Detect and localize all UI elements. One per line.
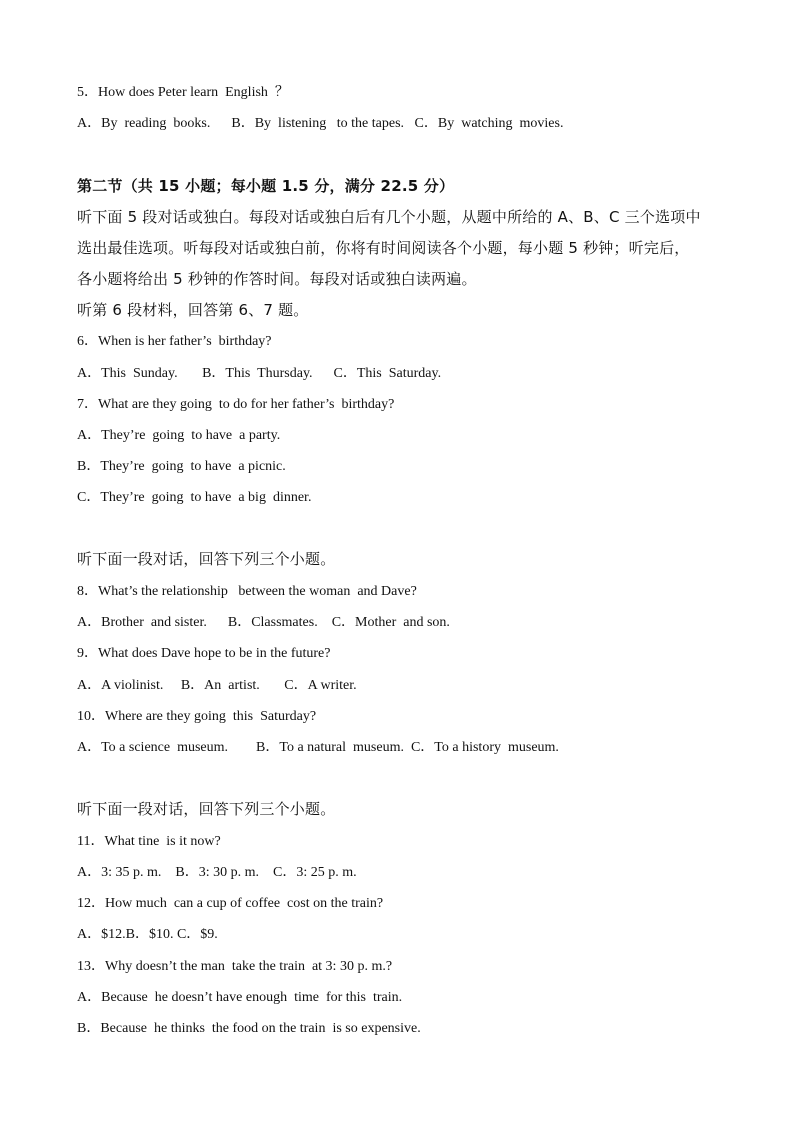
question-6-options: A．This Sunday. B．This Thursday. C．This Saturday.	[77, 366, 442, 381]
question-13: 13．Why doesn’t the man take the train at 3: 30 p. m.?	[77, 959, 393, 974]
passage-6-intro: 听第 6 段材料，回答第 6、7 题。	[77, 301, 309, 319]
instructions-line-1: 听下面 5 段对话或独白。每段对话或独白后有几个小题，从题中所给的 A、B、C 三个选项中	[77, 208, 701, 226]
question-10-options: A．To a science museum. B．To a natural museum. C．To a history museum.	[77, 740, 559, 755]
question-5-options: A．By reading books. B．By listening to the tapes. C．By watching movies.	[77, 116, 564, 131]
question-11: 11．What tine is it now?	[77, 834, 221, 849]
instructions-line-3: 各小题将给出 5 秒钟的作答时间。每段对话或独白读两遍。	[77, 270, 477, 288]
question-6: 6．When is her father’s birthday?	[77, 334, 272, 349]
question-12: 12．How much can a cup of coffee cost on the train?	[77, 896, 384, 911]
question-8-options: A．Brother and sister. B．Classmates. C．Mother and son.	[77, 615, 450, 630]
question-7-option-b: B．They’re going to have a picnic.	[77, 459, 286, 474]
question-13-option-a: A．Because he doesn’t have enough time for this train.	[77, 990, 403, 1005]
question-10: 10．Where are they going this Saturday?	[77, 709, 317, 724]
question-13-option-b: B．Because he thinks the food on the train is so expensive.	[77, 1021, 421, 1036]
passage-8-intro: 听下面一段对话，回答下列三个小题。	[77, 800, 336, 818]
question-7: 7．What are they going to do for her father’s birthday?	[77, 397, 395, 412]
question-5: 5．How does Peter learn English ？	[77, 85, 289, 100]
question-12-options: A．$12.B．$10. C．$9.	[77, 927, 218, 942]
section-2-header: 第二节（共 15 小题；每小题 1.5 分，满分 22.5 分）	[77, 177, 455, 195]
question-11-options: A．3: 35 p. m. B．3: 30 p. m. C．3: 25 p. m.	[77, 865, 357, 880]
question-7-option-c: C．They’re going to have a big dinner.	[77, 490, 312, 505]
question-9-options: A．A violinist. B．An artist. C．A writer.	[77, 678, 357, 693]
question-7-option-a: A．They’re going to have a party.	[77, 428, 281, 443]
question-8: 8．What’s the relationship between the woman and Dave?	[77, 584, 417, 599]
passage-7-intro: 听下面一段对话，回答下列三个小题。	[77, 550, 336, 568]
instructions-line-2: 选出最佳选项。听每段对话或独白前，你将有时间阅读各个小题，每小题 5 秒钟；听完后，	[77, 239, 690, 257]
question-9: 9．What does Dave hope to be in the future?	[77, 646, 331, 661]
